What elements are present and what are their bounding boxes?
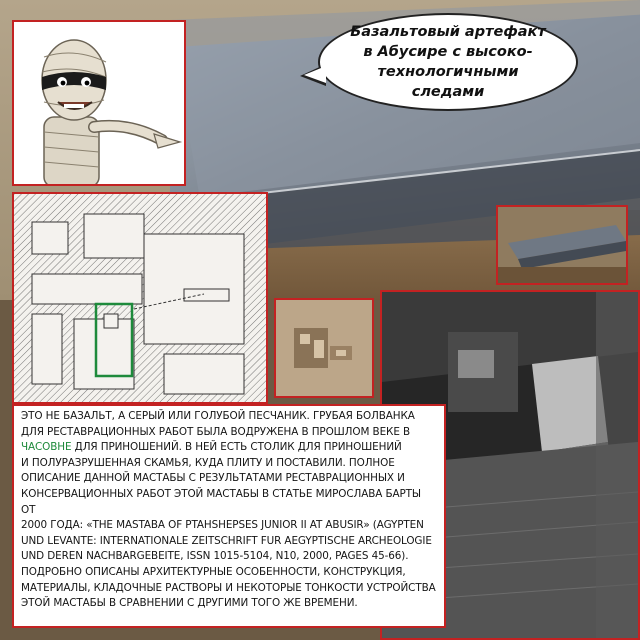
chapel-link[interactable]: ЧАСОВНЕ <box>21 441 72 454</box>
slab-closeup-panel <box>496 205 628 285</box>
description-box <box>12 404 446 628</box>
description-part-2: ДЛЯ ПРИНОШЕНИЙ. В НЕЙ ЕСТЬ СТОЛИК ДЛЯ ПРИНОШЕНИЙ И ПОЛУРАЗРУШЕННАЯ СКАМЬЯ, КУДА ПЛИТУ И ПОСТАВИЛИ. ПОЛНОЕ ОПИСАНИЕ ДАННОЙ МАСТАБЫ С РЕЗУЛЬТАТАМИ РЕСТАВРАЦИОННЫХ И КОНСЕРВАЦИОННЫХ РАБОТ ЭТОЙ МАСТАБЫ В СТАТЬЕ МИРОСЛАВА БАРТЫ ОТ 2000 ГОДА: «THE MASTABA OF PTAHSHEPSES JUNIOR II AT ABUSIR» (AGYPTEN UND LEVANTE: INTERNATIONALE ZEITSCHRIFT FUR AEGYPTISCHE ARCHEOLOGIE UND DEREN NACHBARGEBEITE, ISSN 1015-5104, N10, 2000, PAGES 45-66). ПОДРОБНО ОПИСАНЫ АРХИТЕКТУРНЫЕ ОСОБЕННОСТИ, КОНСТРУКЦИЯ, МАТЕРИАЛЫ, КЛАДОЧНЫЕ РАСТВОРЫ И НЕКОТОРЫЕ ТОНКОСТИ УСТРОЙСТВА ЭТОЙ МАСТАБЫ В СРАВНЕНИИ С ДРУГИМИ ТОГО ЖЕ ВРЕМЕНИ. <box>21 441 436 610</box>
description-part-1: ЭТО НЕ БАЗАЛЬТ, А СЕРЫЙ ИЛИ ГОЛУБОЙ ПЕСЧАНИК. ГРУБАЯ БОЛВАНКА ДЛЯ РЕСТАВРАЦИОННЫХ РАБОТ БЫЛА ВОДРУЖЕНА В ПРОШЛОМ ВЕКЕ В <box>21 410 415 438</box>
description-text <box>21 409 437 612</box>
mummy-cartoon-icon <box>14 22 184 184</box>
floor-plan-panel <box>12 192 268 404</box>
speech-bubble-text: Базальтовый артефакт в Абусире с высоко-технологичными следами <box>350 24 546 100</box>
mummy-cartoon-panel <box>12 20 186 186</box>
speech-bubble <box>318 13 578 111</box>
satellite-view-panel <box>274 298 374 398</box>
satellite-view-image <box>276 300 372 396</box>
speech-bubble-tail-inner <box>304 66 326 83</box>
slab-closeup-photo <box>498 207 626 283</box>
floor-plan-drawing <box>14 194 266 402</box>
